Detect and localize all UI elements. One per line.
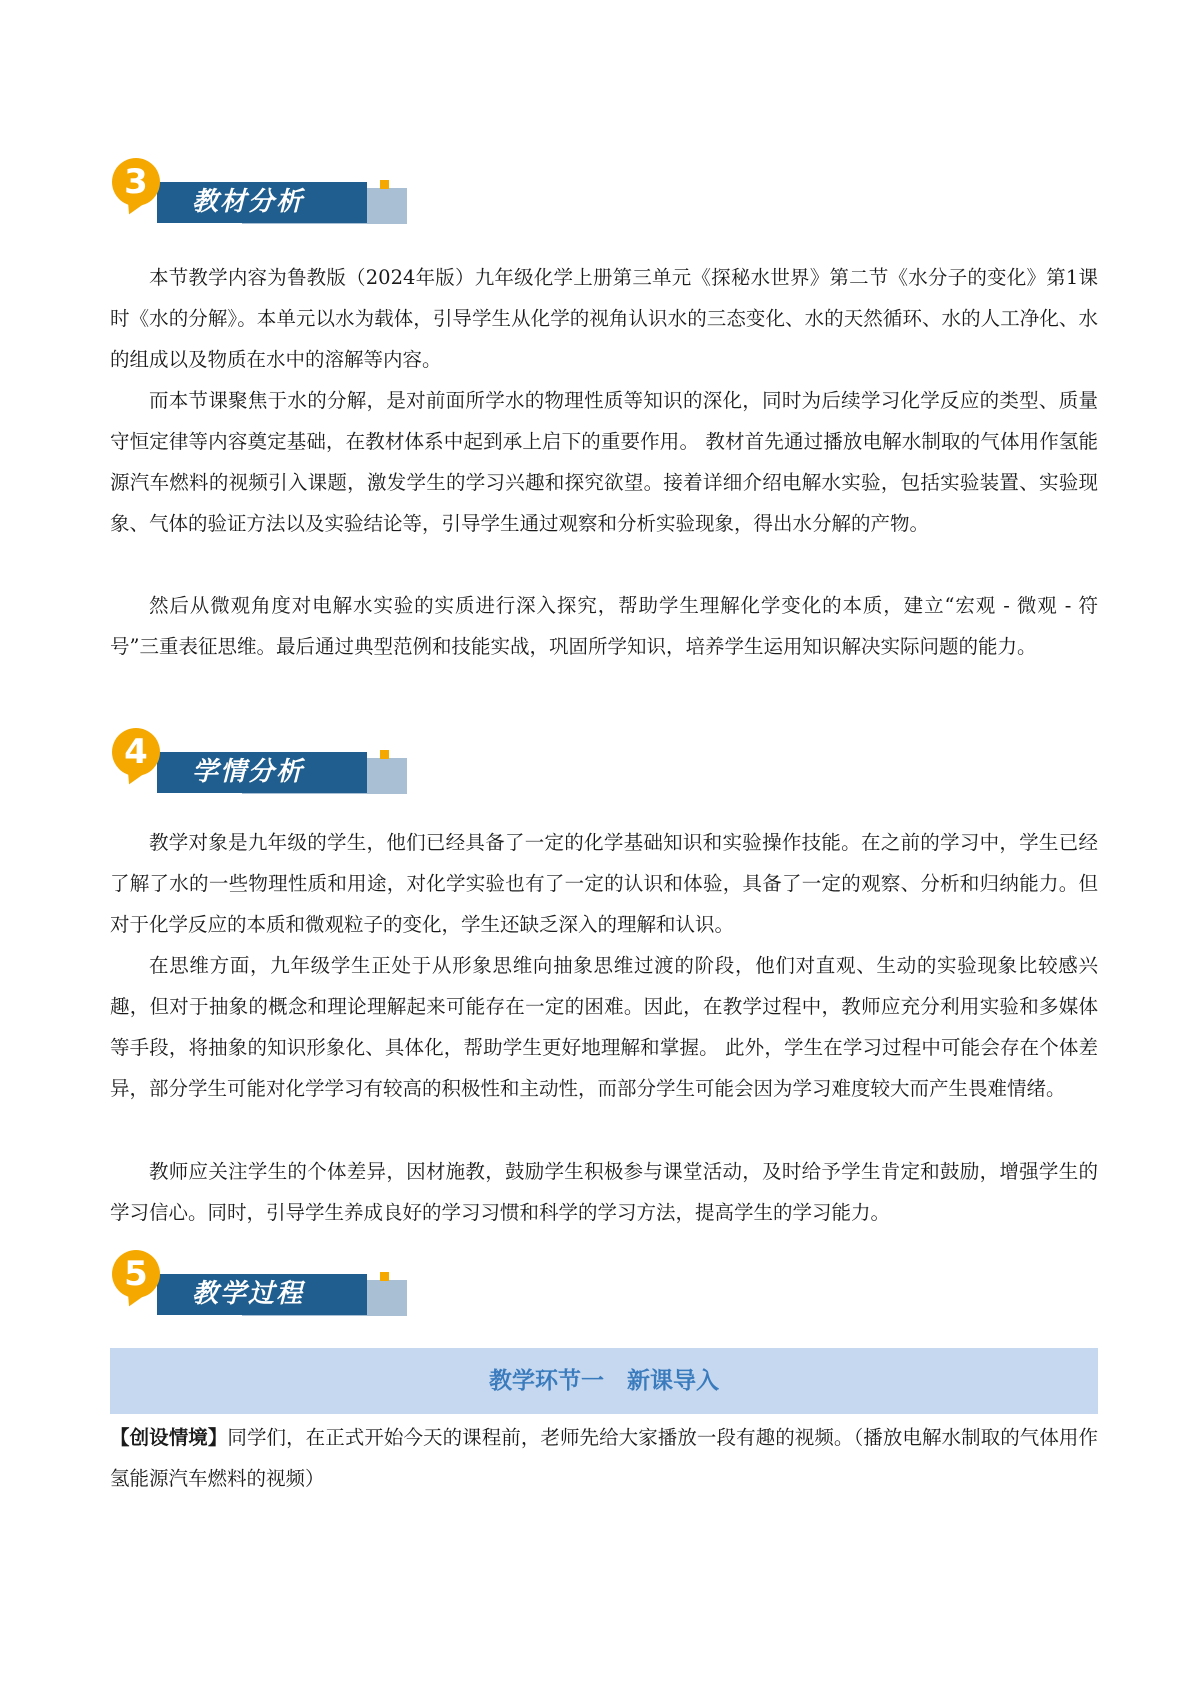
section-title: 教学过程 bbox=[192, 1279, 305, 1309]
accent-square bbox=[380, 180, 389, 189]
paragraph: 在思维方面，九年级学生正处于从形象思维向抽象思维过渡的阶段，他们对直观、生动的实验现象比较感兴趣，但对于抽象的概念和理论理解起来可能存在一定的困难。因此，在教学过程中，教师应充分利用实验和多媒体等手段，将抽象的知识形象化、具体化，帮助学生更好地理解和掌握。 此外，学生在学习过程中可能会存在个体差异，部分学生可能对化学学习有较高的积极性和主动性，而部分学生可能会因为学习难度较大而产生畏难情绪。 bbox=[110, 954, 1098, 1100]
situation-text: 同学们，在正式开始今天的课程前，老师先给大家播放一段有趣的视频。（播放电解水制取的气体用作氢能源汽车燃料的视频） bbox=[110, 1426, 1098, 1490]
accent-square bbox=[380, 1272, 389, 1281]
accent-square bbox=[380, 750, 389, 759]
situation-paragraph bbox=[110, 1417, 1098, 1499]
paragraph: 本节教学内容为鲁教版（2024年版）九年级化学上册第三单元《探秘水世界》第二节《水分子的变化》第1课时《水的分解》。本单元以水为载体，引导学生从化学的视角认识水的三态变化、水的天然循环、水的人工净化、水的组成以及物质在水中的溶解等内容。 bbox=[110, 266, 1098, 371]
section-header-3 bbox=[112, 158, 412, 238]
section-number-badge: 4 bbox=[112, 728, 160, 776]
paragraph: 而本节课聚焦于水的分解，是对前面所学水的物理性质等知识的深化，同时为后续学习化学反应的类型、质量守恒定律等内容奠定基础，在教材体系中起到承上启下的重要作用。 教材首先通过播放电解水制取的气体用作氢能源汽车燃料的视频引入课题，激发学生的学习兴趣和探究欲望。接着详细介绍电解水实验，包括实验装置、实验现象、气体的验证方法以及实验结论等，引导学生通过观察和分析实验现象，得出水分解的产物。 bbox=[110, 389, 1098, 535]
section-number-badge: 5 bbox=[112, 1250, 160, 1298]
section-header-4 bbox=[112, 728, 412, 808]
situation-tag: 【创设情境】 bbox=[110, 1426, 228, 1449]
section-header-5 bbox=[112, 1250, 412, 1330]
section-number-badge: 3 bbox=[112, 158, 160, 206]
paragraph: 然后从微观角度对电解水实验的实质进行深入探究，帮助学生理解化学变化的本质，建立“宏观 - 微观 - 符号”三重表征思维。最后通过典型范例和技能实战，巩固所学知识，培养学生运用知识解决实际问题的能力。 bbox=[110, 594, 1098, 658]
section-title: 学情分析 bbox=[192, 757, 305, 787]
section-title: 教材分析 bbox=[192, 187, 305, 217]
paragraph: 教师应关注学生的个体差异，因材施教，鼓励学生积极参与课堂活动，及时给予学生肯定和鼓励，增强学生的学习信心。同时，引导学生养成良好的学习习惯和科学的学习方法，提高学生的学习能力。 bbox=[110, 1160, 1098, 1224]
paragraph: 教学对象是九年级的学生，他们已经具备了一定的化学基础知识和实验操作技能。在之前的学习中，学生已经了解了水的一些物理性质和用途，对化学实验也有了一定的认识和体验，具备了一定的观察、分析和归纳能力。但对于化学反应的本质和微观粒子的变化，学生还缺乏深入的理解和认识。 bbox=[110, 831, 1098, 936]
teaching-stage-title: 教学环节一 新课导入 bbox=[110, 1348, 1098, 1414]
